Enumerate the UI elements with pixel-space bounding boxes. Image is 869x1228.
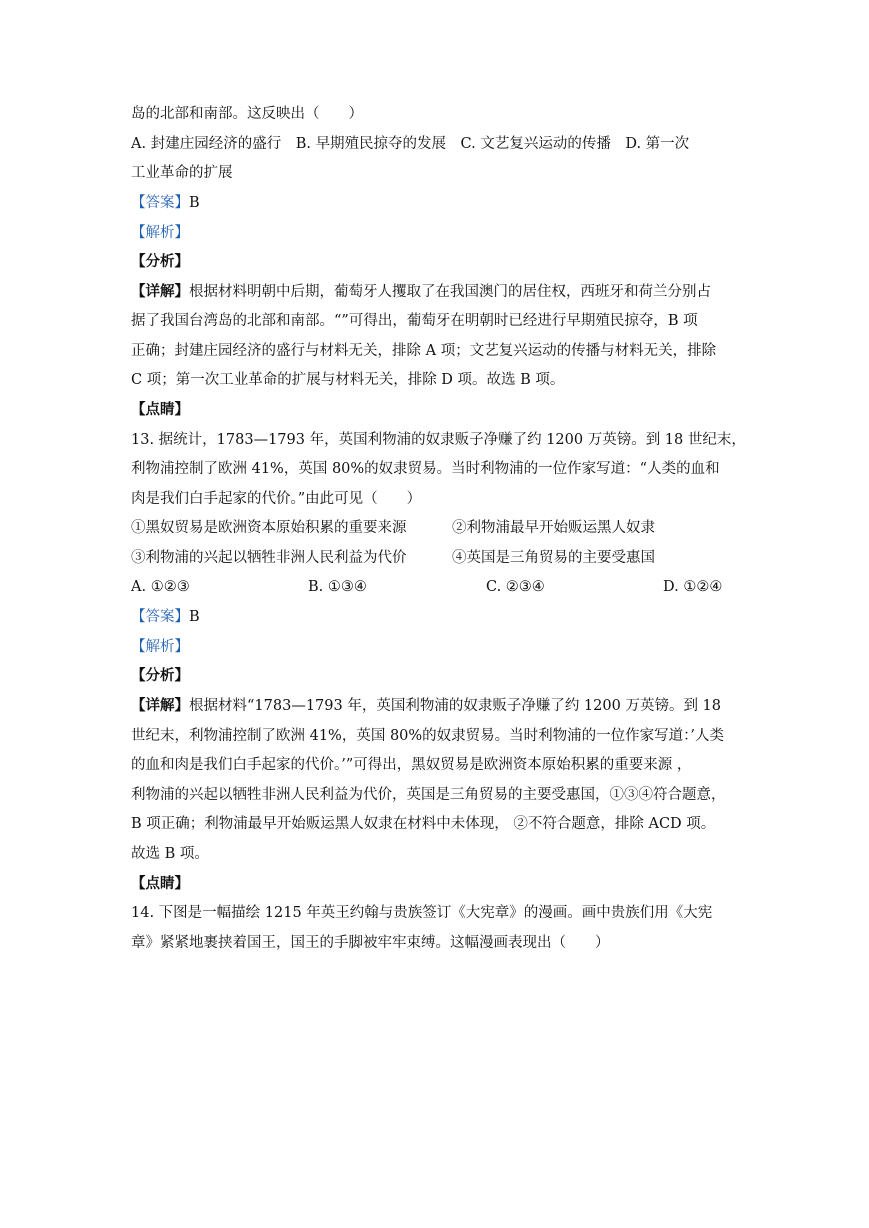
detail-tag: 【详解】 bbox=[131, 697, 189, 714]
detail-text: 根据材料明朝中后期，葡萄牙人攫取了在我国澳门的居住权，西班牙和荷兰分别占 bbox=[189, 284, 711, 300]
q13-detail-line2: 世纪末，利物浦控制了欧洲 41%，英国 80%的奴隶贸易。当时利物浦的一位作家写道：’人类 bbox=[131, 728, 725, 744]
q13-statement-4: ④英国是三角贸易的主要受惠国 bbox=[452, 550, 655, 566]
q12-fenxi-tag: 【分析】 bbox=[131, 253, 189, 270]
q14-stem-line1: 14. 下图是一幅描绘 1215 年英王约翰与贵族签订《大宪章》的漫画。画中贵族们用《大宪 bbox=[131, 905, 713, 921]
q12-analysis-tag: 【解析】 bbox=[131, 225, 189, 241]
q13-stem-line3: 肉是我们白手起家的代价。”由此可见（ ） bbox=[131, 491, 422, 507]
answer-value: B bbox=[189, 195, 200, 211]
q13-option-a: A. ①②③ bbox=[131, 579, 190, 595]
answer-tag: 【答案】 bbox=[131, 195, 189, 211]
q13-stem-line2: 利物浦控制了欧洲 41%，英国 80%的奴隶贸易。当时利物浦的一位作家写道：“人类的血和 bbox=[131, 461, 720, 477]
q13-detail-line6: 故选 B 项。 bbox=[131, 846, 209, 862]
q12-detail-line1 bbox=[131, 282, 711, 302]
q12-options-line1: A. 封建庄园经济的盛行 B. 早期殖民掠夺的发展 C. 文艺复兴运动的传播 D. 第一次 bbox=[131, 136, 690, 152]
q12-options-line2: 工业革命的扩展 bbox=[131, 165, 233, 181]
answer-tag: 【答案】 bbox=[131, 609, 189, 625]
q12-dianjing-tag: 【点睛】 bbox=[131, 401, 189, 418]
q13-dianjing-tag: 【点睛】 bbox=[131, 875, 189, 892]
q12-detail-line2: 据了我国台湾岛的北部和南部。“”可得出，葡萄牙在明朝时已经进行早期殖民掠夺，B 项 bbox=[131, 313, 698, 329]
q13-analysis-tag: 【解析】 bbox=[131, 639, 189, 655]
q13-option-c: C. ②③④ bbox=[486, 579, 545, 595]
detail-tag: 【详解】 bbox=[131, 283, 189, 300]
q13-detail-line1 bbox=[131, 696, 721, 716]
answer-value: B bbox=[189, 609, 200, 625]
q13-statement-3: ③利物浦的兴起以牺牲非洲人民利益为代价 bbox=[131, 550, 407, 566]
q13-statement-1: ①黑奴贸易是欧洲资本原始积累的重要来源 bbox=[131, 520, 407, 536]
q13-option-b: B. ①③④ bbox=[308, 579, 367, 595]
detail-text: 根据材料“1783—1793 年，英国利物浦的奴隶贩子净赚了约 1200 万英镑。到 18 bbox=[189, 698, 722, 714]
q12-answer bbox=[131, 193, 200, 213]
q14-stem-line2: 章》紧紧地裹挟着国王，国王的手脚被牢牢束缚。这幅漫画表现出（ ） bbox=[131, 935, 610, 951]
q13-statement-2: ②利物浦最早开始贩运黑人奴隶 bbox=[452, 520, 655, 536]
q13-detail-line5: B 项正确；利物浦最早开始贩运黑人奴隶在材料中未体现， ②不符合题意，排除 ACD 项。 bbox=[131, 816, 716, 832]
q13-detail-line4: 利物浦的兴起以牺牲非洲人民利益为代价，英国是三角贸易的主要受惠国，①③④符合题意， bbox=[131, 787, 726, 803]
q12-detail-line4: C 项；第一次工业革命的扩展与材料无关，排除 D 项。故选 B 项。 bbox=[131, 372, 565, 388]
q13-detail-line3: 的血和肉是我们白手起家的代价。’”可得出，黑奴贸易是欧洲资本原始积累的重要来源 ， bbox=[131, 757, 692, 773]
q13-stem-line1: 13. 据统计，1783—1793 年，英国利物浦的奴隶贩子净赚了约 1200 万英镑。到 18 世纪末， bbox=[131, 432, 746, 448]
q13-fenxi-tag: 【分析】 bbox=[131, 667, 189, 684]
q13-answer bbox=[131, 607, 200, 627]
q13-option-d: D. ①②④ bbox=[663, 579, 723, 595]
q12-stem-tail: 岛的北部和南部。这反映出（ ） bbox=[131, 106, 363, 122]
q12-detail-line3: 正确；封建庄园经济的盛行与材料无关，排除 A 项；文艺复兴运动的传播与材料无关，排除 bbox=[131, 343, 717, 359]
